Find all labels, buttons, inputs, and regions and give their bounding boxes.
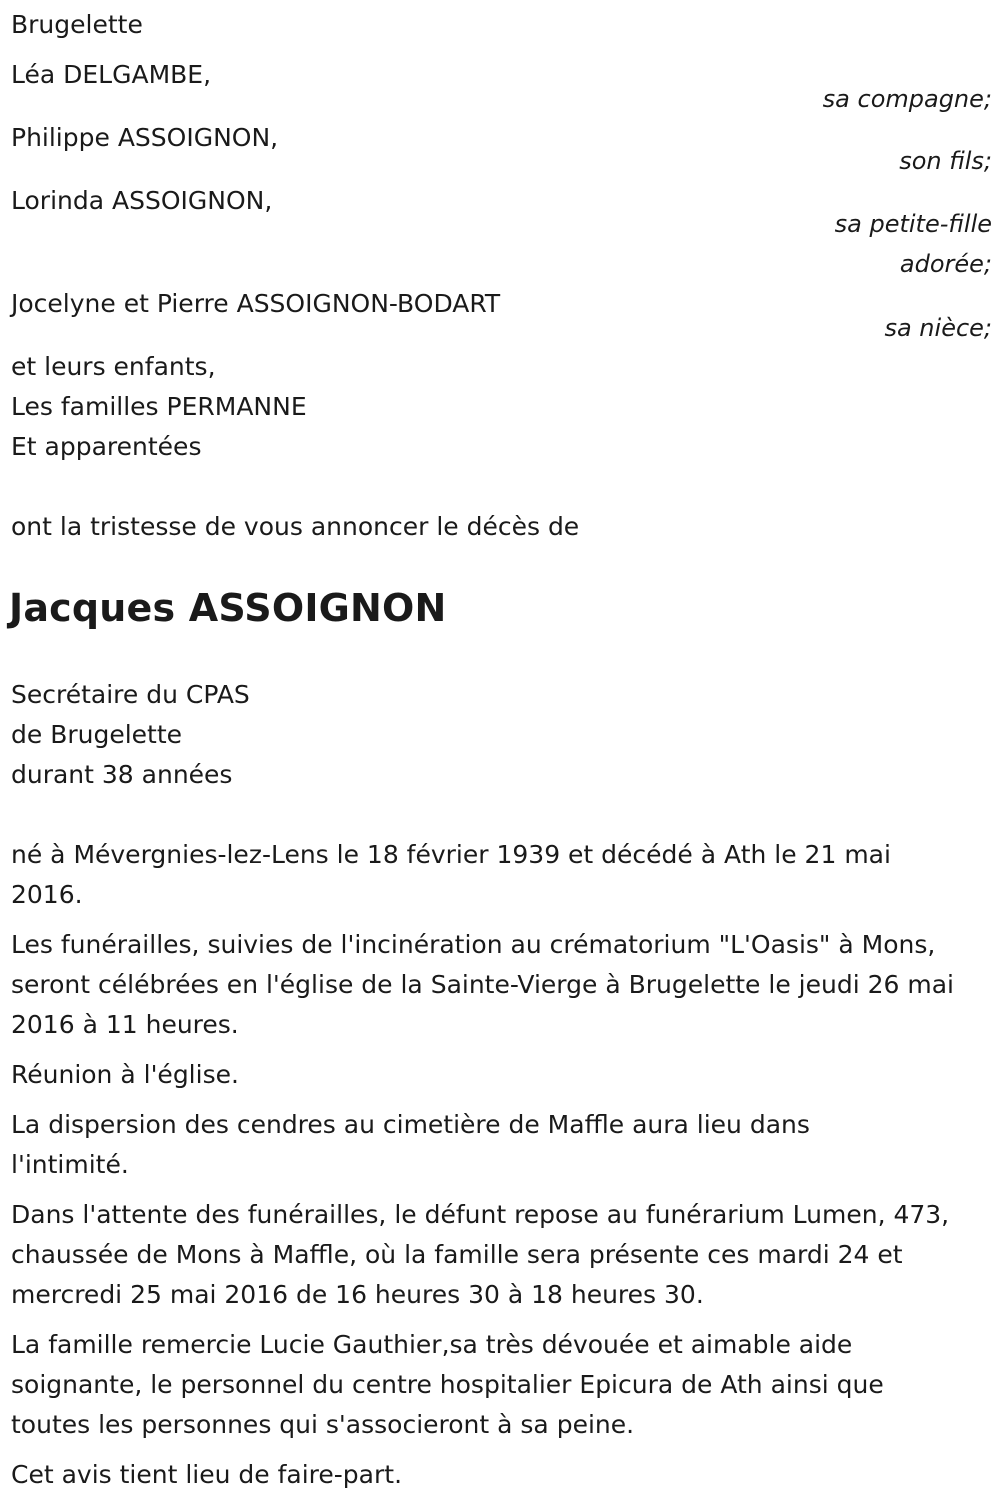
other-relatives: et leurs enfants, xyxy=(11,352,216,381)
other-relatives: Et apparentées xyxy=(11,432,202,461)
family-member-role: adorée; xyxy=(899,250,992,278)
birth-death-paragraph: né à Mévergnies-lez-Lens le 18 février 1939 et décédé à Ath le 21 mai 2016. xyxy=(11,840,891,909)
announcement-text: ont la tristesse de vous annoncer le décès de xyxy=(11,512,580,541)
deceased-title: Secrétaire du CPAS xyxy=(11,680,250,709)
family-member-name: Lorinda ASSOIGNON, xyxy=(11,186,273,215)
family-member-role: sa compagne; xyxy=(822,85,992,113)
meeting-paragraph: Réunion à l'église. xyxy=(11,1060,239,1089)
family-member-role: son fils; xyxy=(899,147,992,175)
family-member-name: Léa DELGAMBE, xyxy=(11,60,212,89)
family-member-role: sa nièce; xyxy=(884,314,992,342)
thanks-paragraph: La famille remercie Lucie Gauthier,sa très dévouée et aimable aide soignante, le personnel du centre hospitalier Epicura de Ath ainsi que toutes les personnes qui s'associeront à sa peine. xyxy=(11,1330,884,1439)
funeral-paragraph: Les funérailles, suivies de l'incinération au crématorium "L'Oasis" à Mons, seront célébrées en l'église de la Sainte-Vierge à Brugelette le jeudi 26 mai 2016 à 11 heures. xyxy=(11,930,954,1039)
family-member-name: Jocelyne et Pierre ASSOIGNON-BODART xyxy=(11,289,501,318)
family-member-name: Philippe ASSOIGNON, xyxy=(11,123,279,152)
deceased-title: durant 38 années xyxy=(11,760,233,789)
closing-paragraph: Cet avis tient lieu de faire-part. xyxy=(11,1460,403,1489)
locality: Brugelette xyxy=(11,10,143,39)
visitation-paragraph: Dans l'attente des funérailles, le défunt repose au funérarium Lumen, 473, chaussée de Mons à Maffle, où la famille sera présente ces mardi 24 et mercredi 25 mai 2016 de 16 heures 30 à 18 heures 30. xyxy=(11,1200,950,1309)
family-member-role: sa petite-fille xyxy=(834,210,992,238)
deceased-name: Jacques ASSOIGNON xyxy=(9,586,447,630)
ashes-paragraph: La dispersion des cendres au cimetière de Maffle aura lieu dans l'intimité. xyxy=(11,1110,810,1179)
deceased-title: de Brugelette xyxy=(11,720,183,749)
other-relatives: Les familles PERMANNE xyxy=(11,392,307,421)
